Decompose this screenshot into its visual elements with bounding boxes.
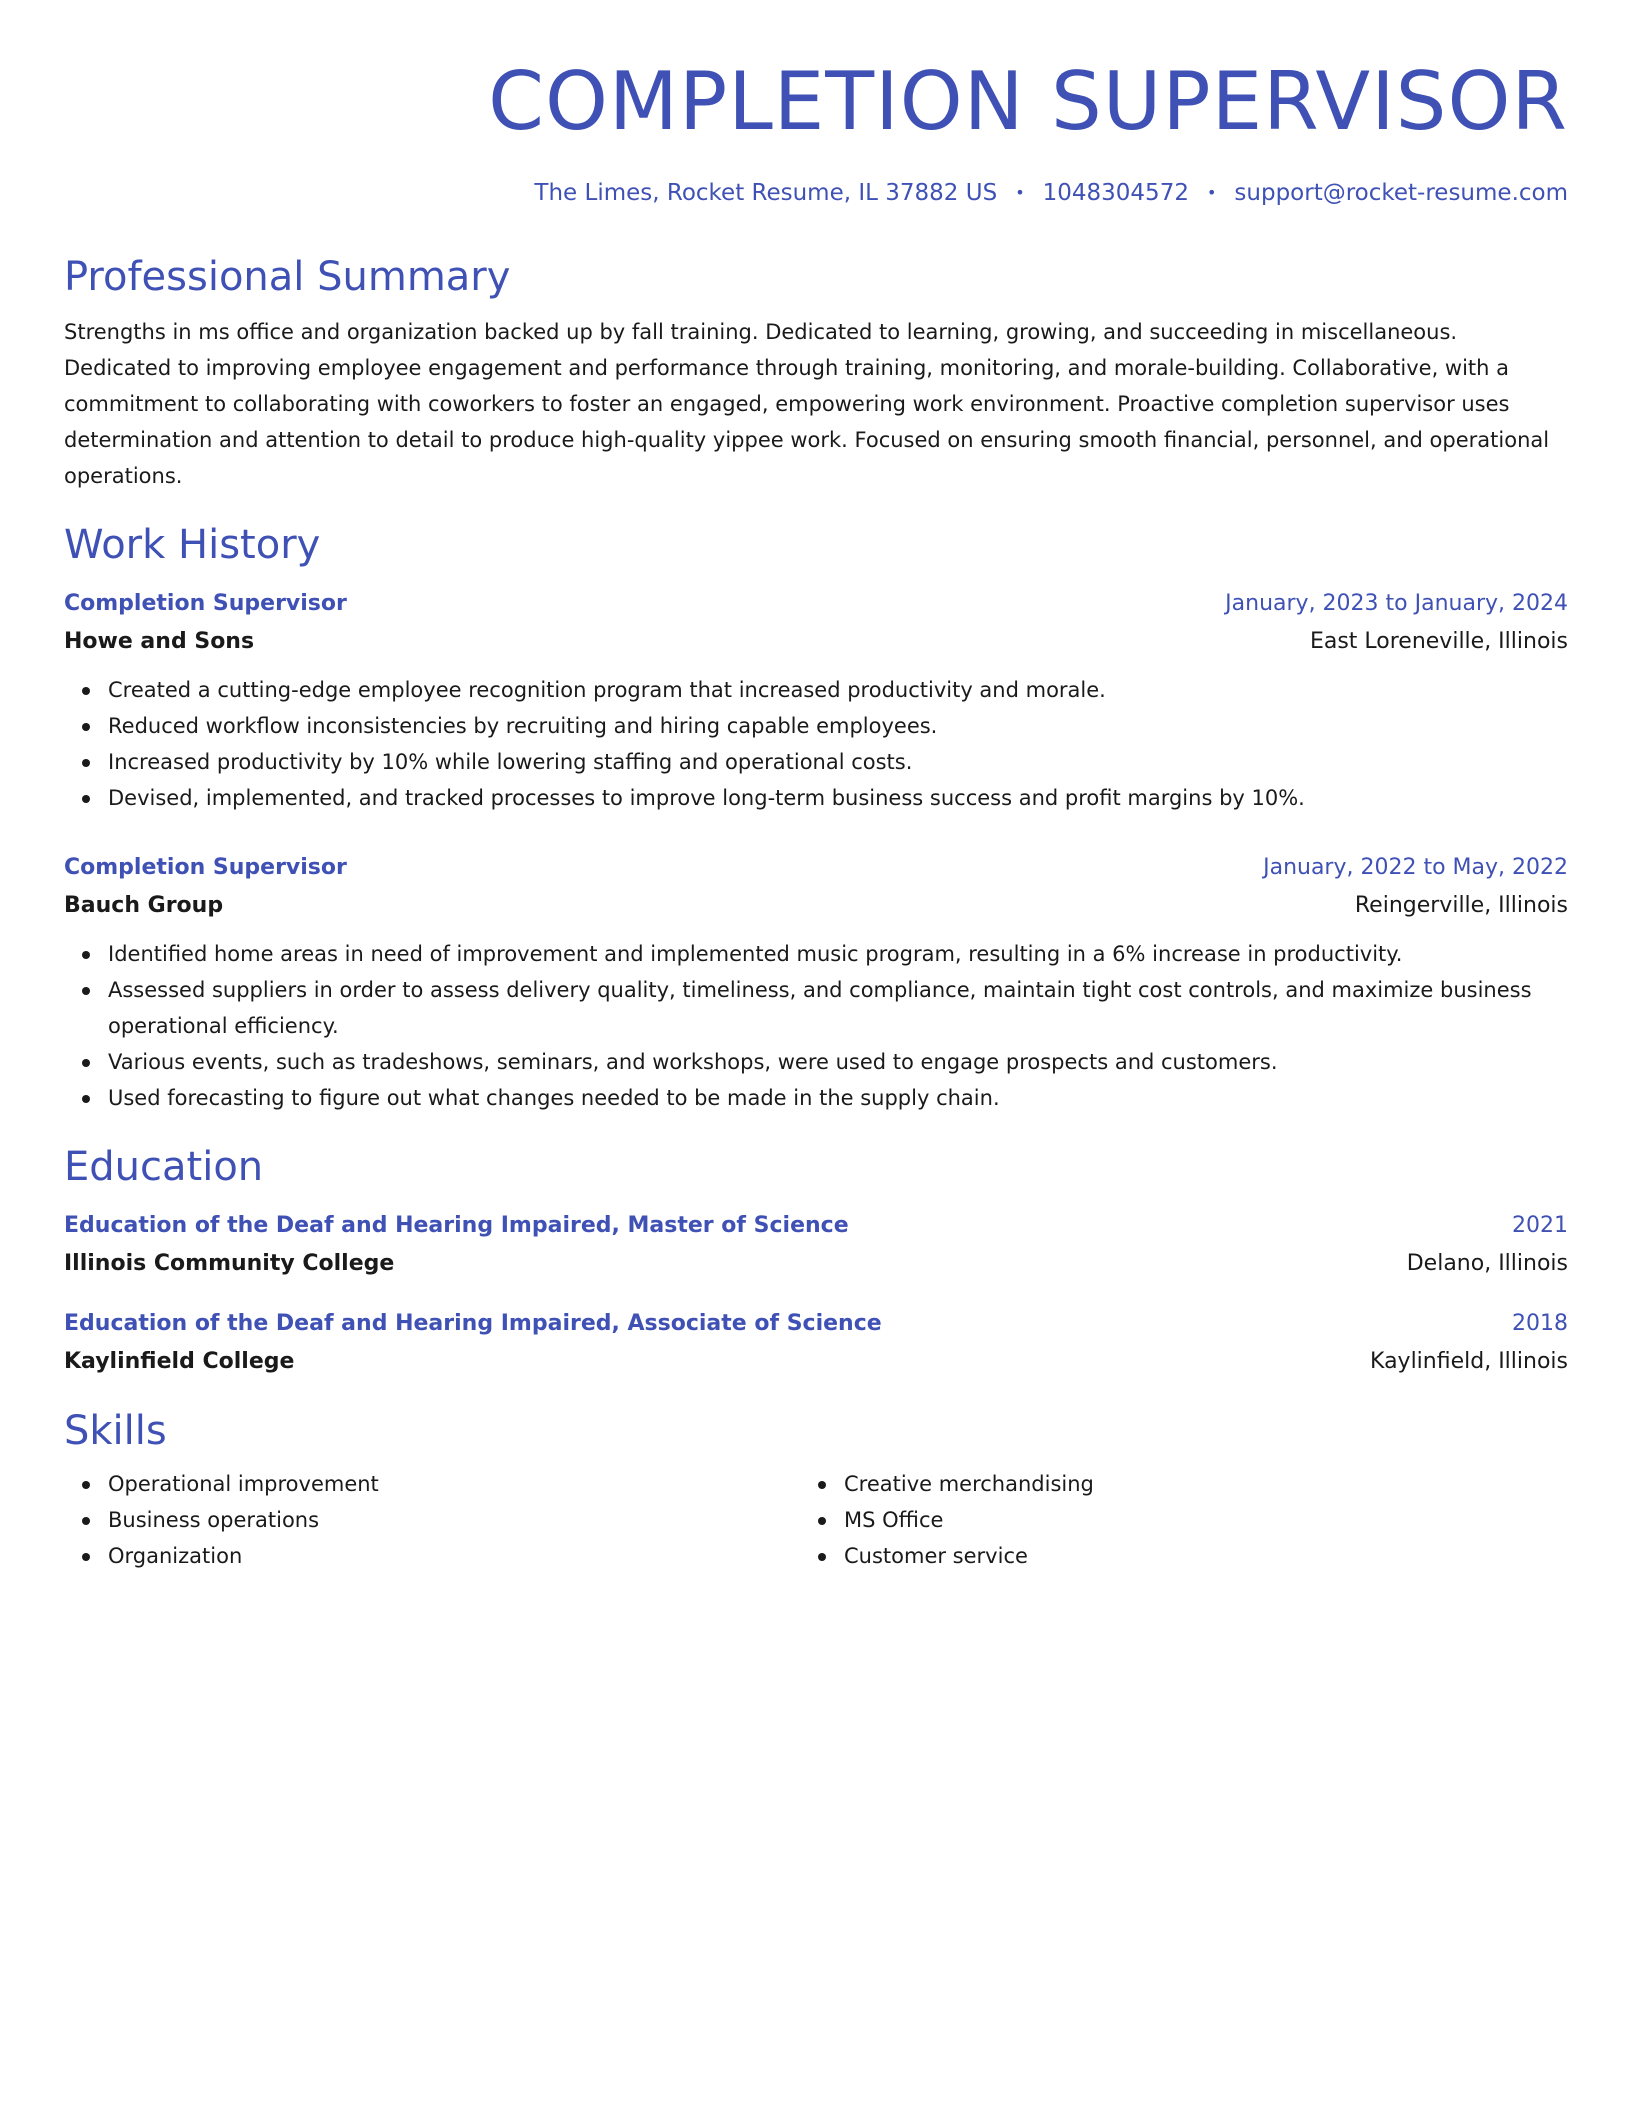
section-heading-education: Education	[64, 1144, 264, 1190]
summary-text: Strengths in ms office and organization backed up by fall training. Dedicated to learning, growing, and succeeding in miscellaneous. Dedicated to improving employee engagement and performance through training, monitoring, and morale-building. Collaborative, with a commitment to collaborating with coworkers to foster an engaged, empowering work environment. Proactive completion supervisor uses determination and attention to detail to produce high-quality yippee work. Focused on ensuring smooth financial, personnel, and operational operations.	[64, 320, 1550, 488]
resume-page	[64, 0, 1568, 1574]
job-dates: January, 2023 to January, 2024	[1225, 591, 1568, 616]
education-degree-row	[64, 1208, 1568, 1244]
contact-separator: •	[1206, 183, 1217, 202]
education-entry	[64, 1306, 1568, 1382]
contact-address: The Limes, Rocket Resume, IL 37882 US	[534, 180, 998, 206]
section-heading-summary: Professional Summary	[64, 254, 511, 300]
resume-header	[64, 0, 1568, 210]
job-bullet: Identified home areas in need of improvement and implemented music program, resulting in a 6% increase in productivity.	[108, 936, 1568, 972]
education-year: 2018	[1512, 1311, 1568, 1336]
education-school-row	[64, 1244, 1568, 1284]
education-degree-row	[64, 1306, 1568, 1342]
work-history-section	[64, 520, 1568, 1116]
education-school-row	[64, 1342, 1568, 1382]
professional-summary-section	[64, 252, 1568, 494]
skills-list	[800, 1466, 1536, 1574]
education-location: Delano, Illinois	[1406, 1251, 1568, 1276]
job-title-row	[64, 586, 1568, 622]
job-bullet: Increased productivity by 10% while lowering staffing and operational costs.	[108, 744, 1568, 780]
contact-phone[interactable]: 1048304572	[1042, 180, 1189, 206]
education-school: Illinois Community College	[64, 1251, 395, 1276]
skills-column-right	[800, 1466, 1536, 1574]
job-bullet: Created a cutting-edge employee recognition program that increased productivity and morale.	[108, 672, 1568, 708]
skill-item: Customer service	[844, 1538, 1536, 1574]
skill-item: Operational improvement	[108, 1466, 800, 1502]
candidate-title: COMPLETION SUPERVISOR	[488, 55, 1568, 148]
skills-grid	[64, 1466, 1568, 1574]
skill-item: Creative merchandising	[844, 1466, 1536, 1502]
job-title: Completion Supervisor	[64, 591, 347, 616]
education-school: Kaylinfield College	[64, 1349, 295, 1374]
contact-email[interactable]: support@rocket-resume.com	[1234, 180, 1568, 206]
job-company-row	[64, 622, 1568, 662]
job-dates: January, 2022 to May, 2022	[1263, 855, 1568, 880]
education-entry	[64, 1208, 1568, 1284]
education-degree: Education of the Deaf and Hearing Impaired, Associate of Science	[64, 1311, 882, 1336]
education-year: 2021	[1512, 1213, 1568, 1238]
contact-line	[64, 176, 1568, 210]
job-entry	[64, 586, 1568, 816]
education-degree: Education of the Deaf and Hearing Impaired, Master of Science	[64, 1213, 849, 1238]
skills-section	[64, 1406, 1568, 1574]
skill-item: MS Office	[844, 1502, 1536, 1538]
job-bullets	[64, 672, 1568, 816]
job-company: Howe and Sons	[64, 629, 255, 654]
job-location: Reingerville, Illinois	[1354, 893, 1568, 918]
job-bullets	[64, 936, 1568, 1116]
job-title: Completion Supervisor	[64, 855, 347, 880]
skill-item: Organization	[108, 1538, 800, 1574]
job-company: Bauch Group	[64, 893, 224, 918]
job-company-row	[64, 886, 1568, 926]
education-section	[64, 1142, 1568, 1382]
section-heading-skills: Skills	[64, 1408, 167, 1454]
contact-separator: •	[1015, 183, 1025, 202]
skills-list	[64, 1466, 800, 1574]
education-location: Kaylinfield, Illinois	[1370, 1349, 1568, 1374]
job-entry	[64, 850, 1568, 1116]
skill-item: Business operations	[108, 1502, 800, 1538]
job-location: East Loreneville, Illinois	[1309, 629, 1568, 654]
job-bullet: Reduced workflow inconsistencies by recruiting and hiring capable employees.	[108, 708, 1568, 744]
job-bullet: Assessed suppliers in order to assess delivery quality, timeliness, and compliance, maintain tight cost controls, and maximize business operational efficiency.	[108, 972, 1568, 1044]
job-bullet: Various events, such as tradeshows, seminars, and workshops, were used to engage prospects and customers.	[108, 1044, 1568, 1080]
job-bullet: Devised, implemented, and tracked processes to improve long-term business success and profit margins by 10%.	[108, 780, 1568, 816]
job-bullet: Used forecasting to figure out what changes needed to be made in the supply chain.	[108, 1080, 1568, 1116]
section-heading-work: Work History	[64, 522, 321, 568]
skills-column-left	[64, 1466, 800, 1574]
job-title-row	[64, 850, 1568, 886]
